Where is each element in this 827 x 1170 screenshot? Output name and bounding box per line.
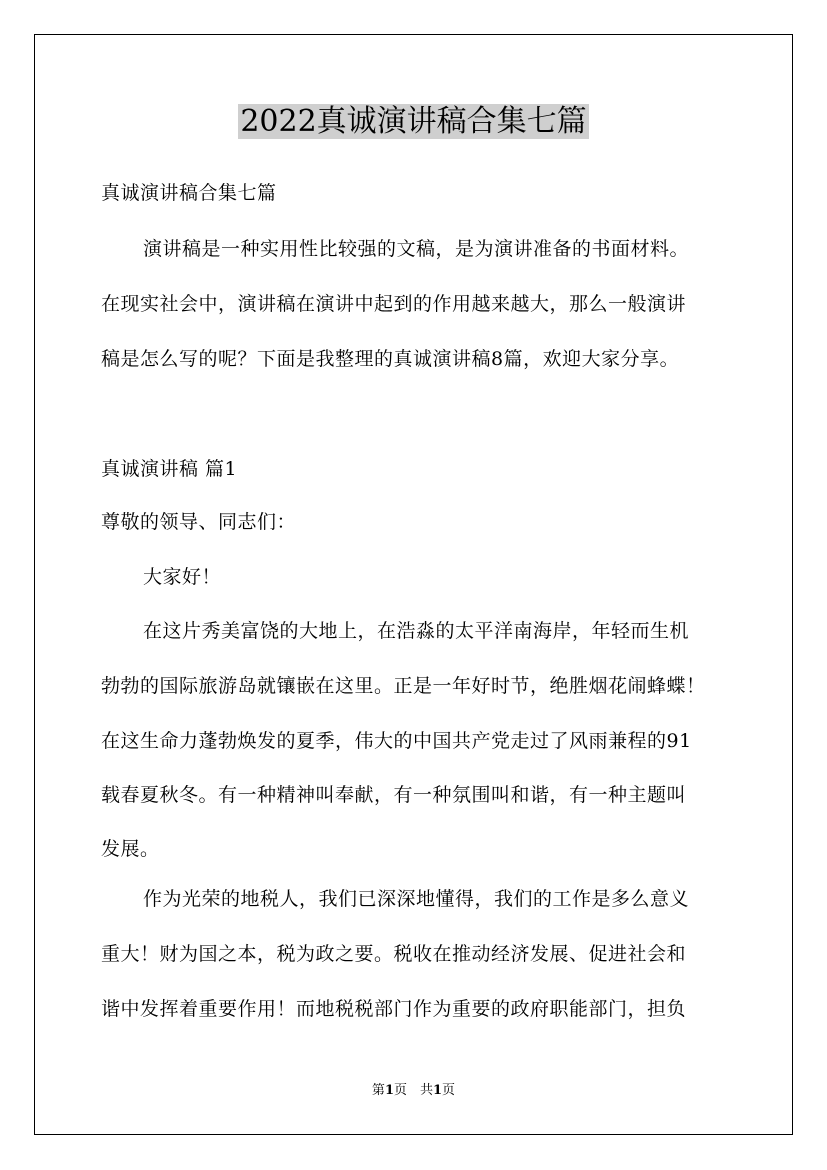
paragraph-line: 载春夏秋冬。有一种精神叫奉献，有一种氛围叫和谐，有一种主题叫 — [101, 784, 687, 806]
footer-total-pages: 1 — [433, 1083, 443, 1098]
salutation-line: 尊敬的领导、同志们： — [101, 511, 297, 533]
paragraph-line: 在这片秀美富饶的大地上，在浩淼的太平洋南海岸，年轻而生机 — [143, 620, 690, 642]
paragraph-line: 谐中发挥着重要作用！而地税税部门作为重要的政府职能部门，担负 — [101, 998, 687, 1020]
paragraph-line: 重大！财为国之本，税为政之要。税收在推动经济发展、促进社会和 — [101, 943, 687, 965]
paragraph-line: 发展。 — [101, 838, 160, 860]
greeting-line: 大家好！ — [143, 566, 222, 588]
subtitle-line: 真诚演讲稿合集七篇 — [101, 182, 277, 204]
paragraph-line: 在这生命力蓬勃焕发的夏季，伟大的中国共产党走过了风雨兼程的91 — [101, 730, 692, 752]
document-title-text: 2022真诚演讲稿合集七篇 — [240, 104, 587, 139]
paragraph-line: 作为光荣的地税人，我们已深深地懂得，我们的工作是多么意义 — [143, 888, 690, 910]
paragraph-line: 演讲稿是一种实用性比较强的文稿，是为演讲准备的书面材料。 — [143, 238, 690, 260]
page-footer — [0, 1082, 827, 1100]
paragraph-line: 勃勃的国际旅游岛就镶嵌在这里。正是一年好时节，绝胜烟花闹蜂蝶！ — [101, 675, 706, 697]
footer-page-number: 1 — [384, 1083, 394, 1098]
footer-prefix: 第 — [371, 1083, 385, 1098]
paragraph-line: 稿是怎么写的呢？下面是我整理的真诚演讲稿8篇，欢迎大家分享。 — [101, 348, 680, 370]
document-title — [0, 100, 827, 144]
footer-mid: 页 共 — [393, 1083, 433, 1098]
footer-suffix: 页 — [442, 1083, 456, 1098]
paragraph-line: 在现实社会中，演讲稿在演讲中起到的作用越来越大，那么一般演讲 — [101, 293, 687, 315]
section-heading: 真诚演讲稿 篇1 — [101, 458, 238, 480]
